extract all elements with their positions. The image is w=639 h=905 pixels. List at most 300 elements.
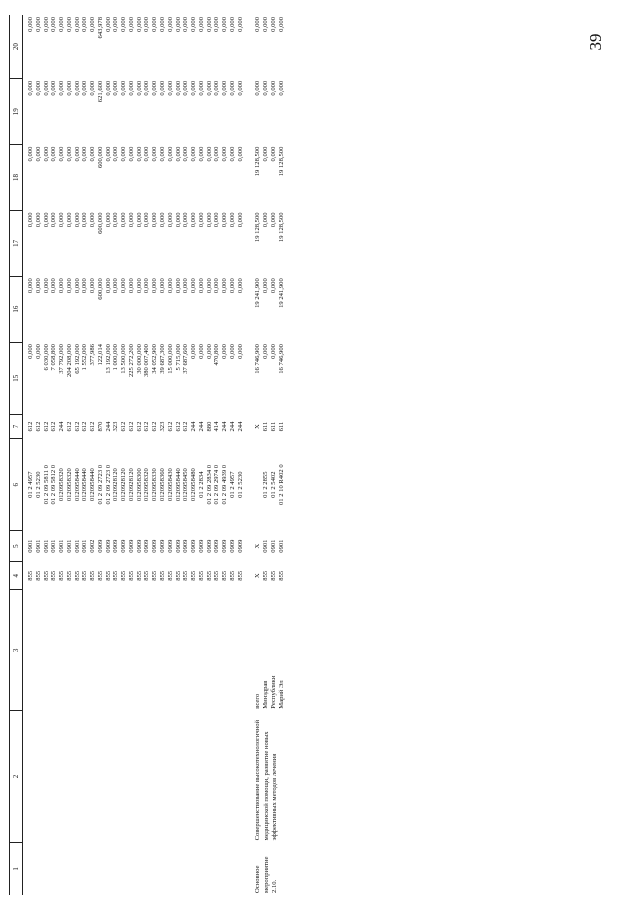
amount-cell: 0,000 [65, 278, 73, 294]
amount-cell: 0,000 [58, 80, 66, 96]
amount-cell: 0,000 [228, 278, 236, 294]
amount-cell: 0,000 [50, 278, 58, 294]
table-row [89, 15, 97, 895]
amount-cell: 0,000 [34, 17, 42, 32]
table-row [81, 15, 89, 895]
empty-cell [128, 711, 136, 843]
column-header: 19 [10, 79, 23, 145]
amount-cell: 0,000 [34, 146, 42, 162]
amount-cell: 0,000 [197, 17, 205, 32]
empty-cell [27, 842, 35, 895]
amount-cell: 0,000 [174, 80, 182, 96]
empty-cell [97, 711, 105, 843]
table-row [143, 15, 151, 895]
amount-cell: 380 007,400 [143, 344, 151, 378]
empty-cell [105, 842, 113, 895]
amount-cell: 0,000 [174, 212, 182, 228]
expense-type-cell: 244 [221, 421, 229, 432]
column-header: 17 [10, 210, 23, 276]
executor-cell: всего [254, 693, 262, 709]
empty-cell [81, 842, 89, 895]
column-header: 1 [10, 842, 23, 895]
table-row [229, 15, 237, 895]
expense-type-cell: 611 [262, 421, 270, 432]
table-row [120, 15, 128, 895]
amount-cell: 0,000 [221, 212, 229, 228]
table-row [43, 15, 51, 895]
empty-cell [136, 590, 144, 711]
expense-type-cell: 612 [42, 421, 50, 432]
section-code-cell: 0901 [262, 539, 270, 553]
amount-cell: 225 272,200 [127, 344, 135, 378]
amount-cell: 0,000 [228, 80, 236, 96]
amount-cell: 0,000 [205, 212, 213, 228]
expense-type-cell: 612 [182, 421, 190, 432]
grbs-code-cell: 855 [221, 570, 229, 581]
expense-type-cell: 244 [228, 421, 236, 432]
table-row [151, 15, 159, 895]
grbs-code-cell: 855 [58, 570, 66, 581]
empty-cell [27, 590, 35, 711]
expense-type-cell: 612 [120, 421, 128, 432]
section-code-cell: 0909 [236, 539, 244, 553]
section-code-cell: 0901 [27, 539, 34, 553]
amount-cell: 15 000,000 [166, 344, 174, 374]
empty-cell [143, 842, 151, 895]
amount-cell: 19 128,500 [277, 146, 285, 177]
empty-cell [175, 590, 183, 711]
grbs-code-cell: 855 [73, 570, 81, 581]
amount-cell: 0,000 [205, 278, 213, 294]
amount-cell: 0,000 [205, 146, 213, 162]
empty-cell [198, 711, 206, 843]
amount-cell: 0,000 [42, 17, 50, 32]
amount-cell: 0,000 [254, 80, 262, 96]
table-row [213, 15, 221, 895]
amount-cell: 0,000 [190, 278, 198, 294]
empty-cell [74, 842, 82, 895]
amount-cell: 0,000 [213, 80, 221, 96]
amount-cell: 0,000 [205, 17, 213, 32]
amount-cell: 0,000 [143, 212, 151, 228]
empty-cell [221, 842, 229, 895]
amount-cell: 0,000 [127, 146, 135, 162]
grbs-code-cell: 855 [205, 570, 213, 581]
amount-cell: 0,000 [174, 146, 182, 162]
expense-type-cell: 323 [159, 421, 167, 432]
table-row [50, 15, 58, 895]
amount-cell: 0,000 [104, 17, 112, 32]
amount-cell: 0,000 [236, 80, 244, 96]
amount-cell: 0,000 [221, 278, 229, 294]
empty-cell [35, 711, 43, 843]
expense-type-cell: 611 [269, 421, 277, 432]
amount-cell: 0,000 [277, 17, 285, 32]
amount-cell: 0,000 [120, 212, 128, 228]
budget-table-grid [9, 15, 286, 895]
empty-cell [151, 711, 159, 843]
table-row [221, 15, 229, 895]
amount-cell: 0,000 [73, 212, 81, 228]
amount-cell: 0,000 [197, 80, 205, 96]
amount-cell: 0,000 [197, 344, 205, 359]
empty-cell [120, 590, 128, 711]
column-header: 16 [10, 276, 23, 342]
expense-type-cell: 414 [213, 421, 221, 432]
expense-type-cell: 612 [65, 421, 73, 432]
amount-cell: 0,000 [166, 146, 174, 162]
amount-cell: 0,000 [166, 212, 174, 228]
amount-cell: 0,000 [135, 278, 143, 294]
empty-cell [112, 590, 120, 711]
amount-cell: 0,000 [104, 80, 112, 96]
section-code-cell: 0901 [50, 539, 58, 553]
amount-cell: 0,000 [73, 80, 81, 96]
amount-cell: 0,000 [143, 146, 151, 162]
grbs-code-cell: 855 [159, 570, 167, 581]
amount-cell: 0,000 [89, 212, 97, 228]
grbs-code-cell: 855 [213, 570, 221, 581]
amount-cell: 0,000 [269, 80, 277, 96]
amount-cell: 0,000 [269, 146, 277, 162]
empty-cell [190, 711, 198, 843]
empty-cell [50, 711, 58, 843]
amount-cell: 0,000 [81, 212, 89, 228]
empty-cell [58, 590, 66, 711]
amount-cell: 19 241,900 [254, 278, 262, 308]
target-article-cell: 01 2 09 2974 0 [213, 464, 221, 505]
grbs-code-cell: 855 [89, 570, 97, 581]
empty-cell [105, 711, 113, 843]
amount-cell: 0,000 [112, 278, 120, 294]
grbs-code-cell: 855 [151, 570, 159, 581]
grbs-code-cell: 855 [50, 570, 58, 581]
column-number-row [10, 15, 23, 895]
section-code-cell: 0909 [205, 539, 213, 553]
table-row [128, 15, 136, 895]
empty-cell [66, 711, 74, 843]
amount-cell: 0,000 [42, 212, 50, 228]
table-row [105, 15, 113, 895]
table-row [97, 15, 105, 895]
amount-cell: 0,000 [190, 212, 198, 228]
target-article-cell: 01 2 4957 [27, 471, 34, 498]
amount-cell: 0,000 [151, 278, 159, 294]
grbs-code-cell: 855 [174, 570, 182, 581]
amount-cell: 470,800 [213, 344, 221, 366]
target-article-cell: 0120958440 [81, 468, 89, 502]
section-code-cell: 0901 [73, 539, 81, 553]
empty-cell [81, 590, 89, 711]
executor-cell: Республики [269, 675, 277, 709]
target-article-cell: 01 2 09 5812 0 [50, 464, 58, 505]
column-header: 18 [10, 145, 23, 211]
amount-cell: 0,000 [277, 80, 285, 96]
grbs-code-cell: 855 [42, 570, 50, 581]
target-article-cell: 01 2 2834 [197, 471, 205, 498]
empty-cell [89, 590, 97, 711]
amount-cell: 0,000 [182, 80, 190, 96]
target-article-cell: 01 2 09 5811 0 [42, 465, 50, 505]
empty-cell [120, 842, 128, 895]
target-article-cell: 0120958430 [166, 468, 174, 502]
amount-cell: 39 687,300 [159, 344, 167, 374]
expense-type-cell: 244 [236, 421, 244, 432]
target-article-cell: 0120958360 [159, 468, 167, 502]
amount-cell: 0,000 [213, 146, 221, 162]
grbs-code-cell: 855 [277, 570, 285, 581]
expense-type-cell: 612 [81, 421, 89, 432]
table-row [27, 15, 35, 895]
amount-cell: 7 058,800 [50, 344, 58, 371]
amount-cell: 600,000 [96, 146, 104, 169]
amount-cell: 19 128,500 [254, 212, 262, 243]
table-row [190, 15, 198, 895]
table-row [198, 15, 206, 895]
amount-cell: 0,000 [182, 17, 190, 32]
amount-cell: 0,000 [221, 17, 229, 32]
amount-cell: 0,000 [89, 146, 97, 162]
empty-cell [136, 842, 144, 895]
amount-cell: 0,000 [254, 17, 262, 32]
amount-cell: 16 746,900 [254, 344, 262, 374]
empty-cell [43, 842, 51, 895]
expense-type-cell: 612 [73, 421, 81, 432]
section-code-cell: 0909 [104, 539, 112, 553]
section-code-cell: 0909 [143, 539, 151, 553]
grbs-code-cell: 855 [143, 570, 151, 581]
amount-cell: 0,000 [190, 17, 198, 32]
empty-cell [221, 590, 229, 711]
table-row [66, 15, 74, 895]
amount-cell: 0,000 [228, 212, 236, 228]
section-code-cell: 0901 [58, 539, 66, 553]
measure-name-cell: Совершенствование высокотехнологичной медицинской помощи, развитие новых эффективных методов лечения [254, 719, 278, 841]
expense-type-cell: 244 [104, 421, 112, 432]
column-header: 20 [10, 15, 23, 79]
amount-cell: 600,000 [96, 278, 104, 300]
amount-cell: 0,000 [151, 17, 159, 32]
empty-cell [81, 711, 89, 843]
amount-cell: 621,600 [96, 80, 104, 103]
empty-cell [143, 711, 151, 843]
table-row [159, 15, 167, 895]
expense-type-cell: 612 [151, 421, 159, 432]
empty-cell [120, 711, 128, 843]
amount-cell: 30 000,000 [135, 344, 143, 374]
empty-cell [97, 842, 105, 895]
empty-cell [213, 711, 221, 843]
target-article-cell: 0120958440 [73, 468, 81, 502]
amount-cell: 0,000 [120, 146, 128, 162]
column-header: 5 [10, 531, 23, 562]
amount-cell: 0,000 [174, 17, 182, 32]
amount-cell: 0,000 [112, 146, 120, 162]
empty-cell [128, 842, 136, 895]
amount-cell: 0,000 [143, 17, 151, 32]
target-article-cell: 0120958480 [190, 468, 198, 502]
empty-cell [27, 711, 35, 843]
amount-cell: 0,000 [269, 344, 277, 359]
table-row [35, 15, 43, 895]
amount-cell: 0,000 [112, 212, 120, 228]
empty-cell [229, 711, 237, 843]
amount-cell: 0,000 [58, 17, 66, 32]
amount-cell: 0,000 [190, 344, 198, 359]
empty-cell [74, 590, 82, 711]
amount-cell: 0,000 [81, 278, 89, 294]
executor-cell: Минздрав [262, 680, 270, 709]
target-article-cell: 01 2 09 2723 0 [96, 464, 104, 505]
amount-cell: 0,000 [104, 212, 112, 228]
amount-cell: 0,000 [34, 212, 42, 228]
expense-type-cell: 611 [277, 421, 285, 432]
table-row [206, 15, 214, 895]
amount-cell: 0,000 [166, 278, 174, 294]
budget-table [9, 15, 539, 895]
amount-cell: 0,000 [135, 212, 143, 228]
amount-cell: 0,000 [27, 278, 34, 294]
grbs-code-cell: 855 [197, 570, 205, 581]
target-article-cell: 01 2 5402 [269, 471, 277, 498]
section-code-cell: 0901 [42, 539, 50, 553]
empty-cell [167, 711, 175, 843]
target-article-cell [254, 439, 262, 531]
empty-cell [190, 842, 198, 895]
table-row [112, 15, 120, 895]
amount-cell: 0,000 [197, 146, 205, 162]
section-code-cell: 0909 [190, 539, 198, 553]
amount-cell: 643,978 [96, 17, 104, 39]
amount-cell: 0,000 [221, 146, 229, 162]
empty-cell [237, 711, 245, 843]
empty-cell [213, 590, 221, 711]
amount-cell: 0,000 [262, 212, 270, 228]
section-code-cell: 0909 [174, 539, 182, 553]
empty-cell [206, 711, 214, 843]
amount-cell: 0,000 [236, 17, 244, 32]
column-header: 15 [10, 342, 23, 414]
section-code-cell: 0909 [197, 539, 205, 553]
amount-cell: 0,000 [205, 80, 213, 96]
amount-cell: 1 000,000 [112, 344, 120, 371]
amount-cell: 0,000 [42, 146, 50, 162]
amount-cell: 0,000 [190, 80, 198, 96]
amount-cell: 0,000 [236, 146, 244, 162]
amount-cell: 19 128,500 [254, 146, 262, 177]
amount-cell: 0,000 [34, 80, 42, 96]
grbs-code-cell: 855 [190, 570, 198, 581]
empty-cell [66, 842, 74, 895]
table-row [136, 15, 144, 895]
table-row [237, 15, 245, 895]
expense-type-cell: 323 [112, 421, 120, 432]
amount-cell: 0,000 [159, 80, 167, 96]
amount-cell: 0,000 [127, 278, 135, 294]
amount-cell: 37 792,000 [58, 344, 66, 374]
expense-type-cell: 612 [127, 421, 135, 432]
table-row [58, 15, 66, 895]
amount-cell: 0,000 [27, 212, 34, 228]
target-article-cell: 01 2 09 2723 0 [104, 464, 112, 505]
amount-cell: 13 192,000 [104, 344, 112, 374]
section-code-cell: 0901 [34, 539, 42, 553]
expense-type-cell: 244 [58, 421, 66, 432]
amount-cell: 377,986 [89, 344, 97, 366]
empty-cell [151, 842, 159, 895]
amount-cell: 0,000 [127, 17, 135, 32]
section-code-cell: 0901 [81, 539, 89, 553]
grbs-code-cell: 855 [166, 570, 174, 581]
target-article-cell: 0120928120 [120, 468, 128, 502]
section-code-cell: 0909 [159, 539, 167, 553]
amount-cell: 0,000 [269, 278, 277, 294]
expense-type-cell: 870 [96, 421, 104, 432]
amount-cell: 0,000 [151, 212, 159, 228]
amount-cell: 19 128,500 [277, 212, 285, 243]
grbs-code-cell: 855 [27, 570, 34, 581]
empty-cell [182, 842, 190, 895]
empty-cell [89, 842, 97, 895]
empty-cell [175, 842, 183, 895]
amount-cell: 0,000 [42, 278, 50, 294]
empty-cell [43, 711, 51, 843]
grbs-code-cell: 855 [112, 570, 120, 581]
amount-cell: 0,000 [205, 344, 213, 359]
expense-type-cell: 612 [166, 421, 174, 432]
expense-type-cell: 244 [190, 421, 198, 432]
target-article-cell: 01 2 10 R402 0 [277, 464, 285, 506]
amount-cell: 0,000 [81, 80, 89, 96]
amount-cell: 0,000 [182, 212, 190, 228]
amount-cell: 0,000 [262, 146, 270, 162]
amount-cell: 0,000 [228, 344, 236, 359]
target-article-cell: 0120958450 [182, 468, 190, 502]
amount-cell: 37 687,600 [182, 344, 190, 374]
empty-cell [112, 842, 120, 895]
spacer-row [244, 15, 254, 895]
empty-cell [206, 590, 214, 711]
empty-cell [237, 842, 245, 895]
empty-cell [74, 711, 82, 843]
amount-cell: 0,000 [143, 278, 151, 294]
table-row [74, 15, 82, 895]
amount-cell: 0,000 [143, 80, 151, 96]
amount-cell: 0,000 [42, 80, 50, 96]
amount-cell: 0,000 [58, 212, 66, 228]
grbs-code-cell: 855 [236, 570, 244, 581]
empty-cell [50, 590, 58, 711]
target-article-cell: 01 2 4957 [228, 471, 236, 498]
amount-cell: 0,000 [213, 212, 221, 228]
amount-cell: 0,000 [73, 17, 81, 32]
executor-cell: Марий Эл [277, 680, 285, 709]
empty-cell [112, 711, 120, 843]
column-header: 3 [10, 590, 23, 711]
empty-cell [182, 711, 190, 843]
amount-cell: 0,000 [65, 212, 73, 228]
table-row [167, 15, 175, 895]
grbs-code-cell: 855 [104, 570, 112, 581]
amount-cell: 0,000 [262, 17, 270, 32]
empty-cell [66, 590, 74, 711]
target-article-cell: 0120958320 [65, 468, 73, 502]
amount-cell: 16 746,900 [277, 344, 285, 374]
empty-cell [97, 590, 105, 711]
expense-type-cell: 244 [197, 421, 205, 432]
expense-type-cell: 612 [89, 421, 97, 432]
amount-cell: 0,000 [269, 212, 277, 228]
